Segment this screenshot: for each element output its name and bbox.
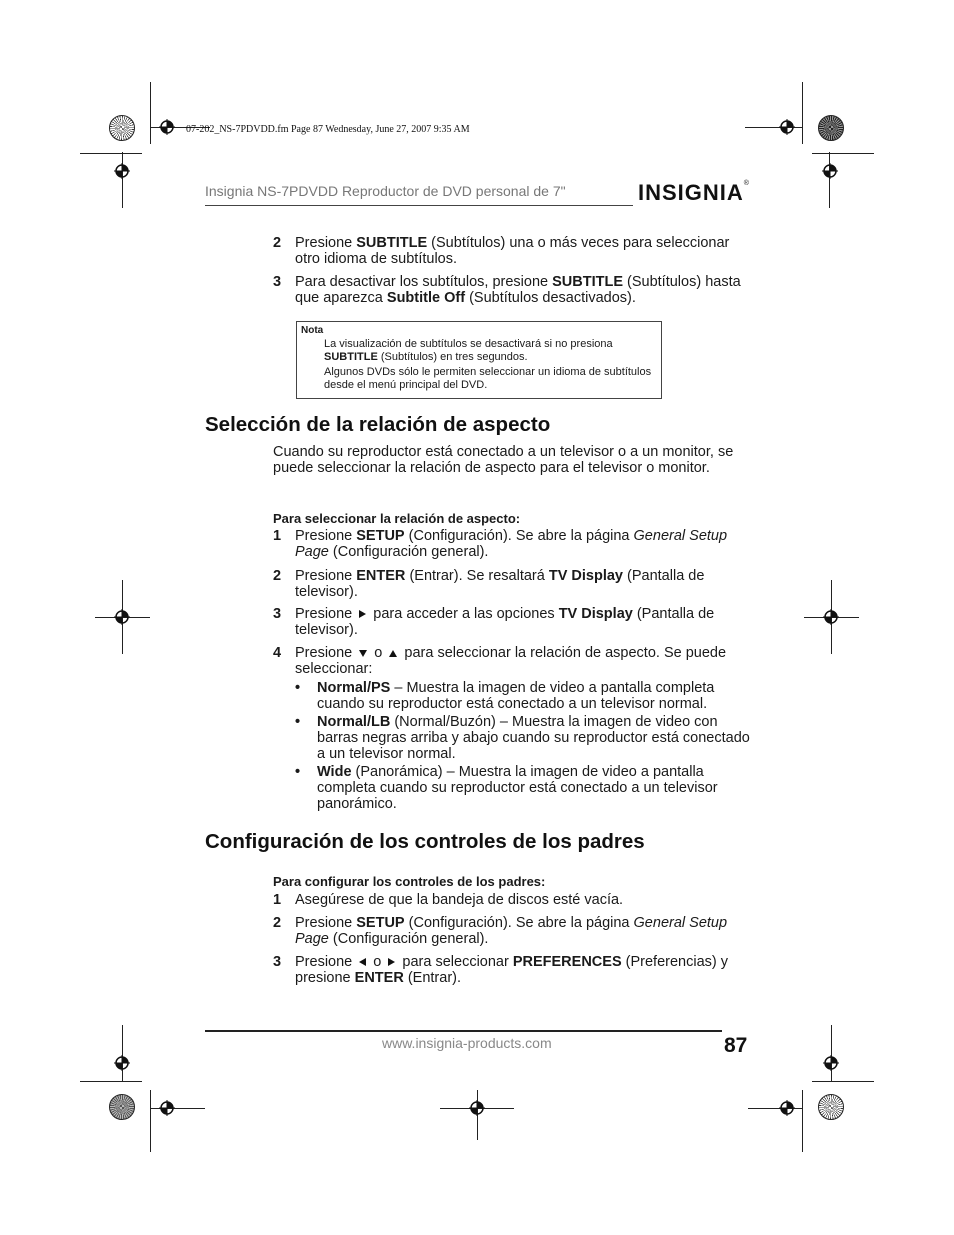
- note-title: Nota: [301, 325, 324, 336]
- registration-target-icon: [823, 609, 839, 625]
- list-item: [273, 235, 748, 267]
- step-text: Presione o para seleccionar PREFERENCES (Preferencias) y presione ENTER (Entrar).: [295, 954, 728, 986]
- print-star-target-icon: [109, 115, 135, 141]
- insignia-logo: [638, 180, 750, 206]
- footer-rule: [205, 1030, 722, 1032]
- bullet-text: Wide (Panorámica) – Muestra la imagen de video a pantalla completa cuando su reproductor está conectado a un televisor panorámico.: [317, 764, 718, 812]
- crop-line: [829, 152, 830, 208]
- note-box: [296, 321, 662, 399]
- bullet-dot: •: [295, 714, 301, 730]
- crop-line: [150, 82, 151, 144]
- bullet-item: [295, 764, 750, 812]
- registration-target-icon: [823, 1055, 839, 1071]
- step-text: Presione para acceder a las opciones TV Display (Pantalla de televisor).: [295, 606, 715, 638]
- step-number: 4: [273, 645, 282, 661]
- footer-url: www.insignia-products.com: [382, 1035, 552, 1051]
- print-star-target-icon: [818, 1094, 844, 1120]
- print-slug: 07-202_NS-7PDVDD.fm Page 87 Wednesday, June 27, 2007 9:35 AM: [186, 124, 470, 135]
- registration-target-icon: [114, 609, 130, 625]
- step-text: Presione SETUP (Configuración). Se abre la página General Setup Page (Configuración general).: [295, 528, 728, 560]
- step-number: 2: [273, 568, 282, 584]
- crop-line: [831, 1025, 832, 1081]
- registration-target-icon: [779, 119, 795, 135]
- crop-line: [812, 153, 874, 154]
- step-text: Para desactivar los subtítulos, presione SUBTITLE (Subtítulos) hasta que aparezca Subtitle Off (Subtítulos desactivados).: [295, 274, 741, 306]
- bullet-dot: •: [295, 764, 301, 780]
- list-item: [273, 954, 748, 986]
- crop-line: [80, 1081, 142, 1082]
- registration-target-icon: [822, 163, 838, 179]
- section-heading: Configuración de los controles de los padres: [205, 830, 645, 853]
- header-rule: [205, 205, 633, 206]
- registration-target-icon: [779, 1100, 795, 1116]
- bullet-item: [295, 714, 750, 762]
- list-item: [273, 528, 748, 560]
- print-star-target-icon: [109, 1094, 135, 1120]
- list-item: [273, 274, 748, 306]
- crop-line: [802, 1090, 803, 1152]
- crop-line: [150, 1090, 151, 1152]
- step-number: 1: [273, 892, 282, 908]
- step-number: 3: [273, 274, 282, 290]
- step-text: Presione SETUP (Configuración). Se abre la página General Setup Page (Configuración general).: [295, 915, 728, 947]
- registration-target-icon: [159, 1100, 175, 1116]
- step-number: 3: [273, 606, 282, 622]
- bullet-text: Normal/LB (Normal/Buzón) – Muestra la imagen de video con barras negras arriba y abajo cuando su reproductor está conectado a un televisor normal.: [317, 714, 750, 762]
- section-heading: Selección de la relación de aspecto: [205, 413, 551, 436]
- crop-line: [122, 1025, 123, 1081]
- registered-mark: ®: [743, 180, 750, 187]
- step-text: Presione SUBTITLE (Subtítulos) una o más veces para seleccionar otro idioma de subtítulos.: [295, 235, 730, 267]
- note-text: Algunos DVDs sólo le permiten seleccionar un idioma de subtítulos desde el menú principal del DVD.: [324, 366, 652, 391]
- list-item: [273, 892, 748, 908]
- step-number: 2: [273, 915, 282, 931]
- print-star-target-icon: [818, 115, 844, 141]
- list-item: [273, 645, 748, 677]
- bullet-text: Normal/PS – Muestra la imagen de video a pantalla completa cuando su reproductor está conectado a un televisor normal.: [317, 680, 715, 712]
- crop-line: [122, 152, 123, 208]
- step-text: Presione o para seleccionar la relación de aspecto. Se puede seleccionar:: [295, 645, 727, 677]
- bullet-dot: •: [295, 680, 301, 696]
- registration-target-icon: [114, 1055, 130, 1071]
- step-text: Asegúrese de que la bandeja de discos esté vacía.: [295, 892, 624, 908]
- left-arrow-icon: [359, 958, 366, 966]
- step-number: 2: [273, 235, 282, 251]
- right-arrow-icon: [359, 610, 366, 618]
- registration-target-icon: [469, 1100, 485, 1116]
- section-intro: Cuando su reproductor está conectado a un televisor o a un monitor, se puede seleccionar la relación de aspecto para el televisor o monitor.: [273, 444, 734, 476]
- procedure-heading: Para configurar los controles de los padres:: [273, 874, 546, 889]
- registration-target-icon: [159, 119, 175, 135]
- list-item: [273, 915, 748, 947]
- page-number: 87: [724, 1034, 748, 1057]
- step-number: 3: [273, 954, 282, 970]
- crop-line: [80, 153, 142, 154]
- list-item: [273, 568, 748, 600]
- note-text: La visualización de subtítulos se desactivará si no presiona SUBTITLE (Subtítulos) en tres segundos.: [324, 338, 613, 363]
- running-header: Insignia NS-7PDVDD Reproductor de DVD personal de 7": [205, 183, 566, 199]
- logo-text: INSIGNIA: [638, 180, 744, 205]
- procedure-heading: Para seleccionar la relación de aspecto:: [273, 511, 521, 526]
- down-arrow-icon: [359, 650, 367, 657]
- crop-line: [812, 1081, 874, 1082]
- up-arrow-icon: [389, 650, 397, 657]
- registration-target-icon: [114, 163, 130, 179]
- bullet-item: [295, 680, 750, 712]
- step-text: Presione ENTER (Entrar). Se resaltará TV Display (Pantalla de televisor).: [295, 568, 705, 600]
- crop-line: [802, 82, 803, 144]
- list-item: [273, 606, 748, 638]
- right-arrow-icon: [388, 958, 395, 966]
- step-number: 1: [273, 528, 282, 544]
